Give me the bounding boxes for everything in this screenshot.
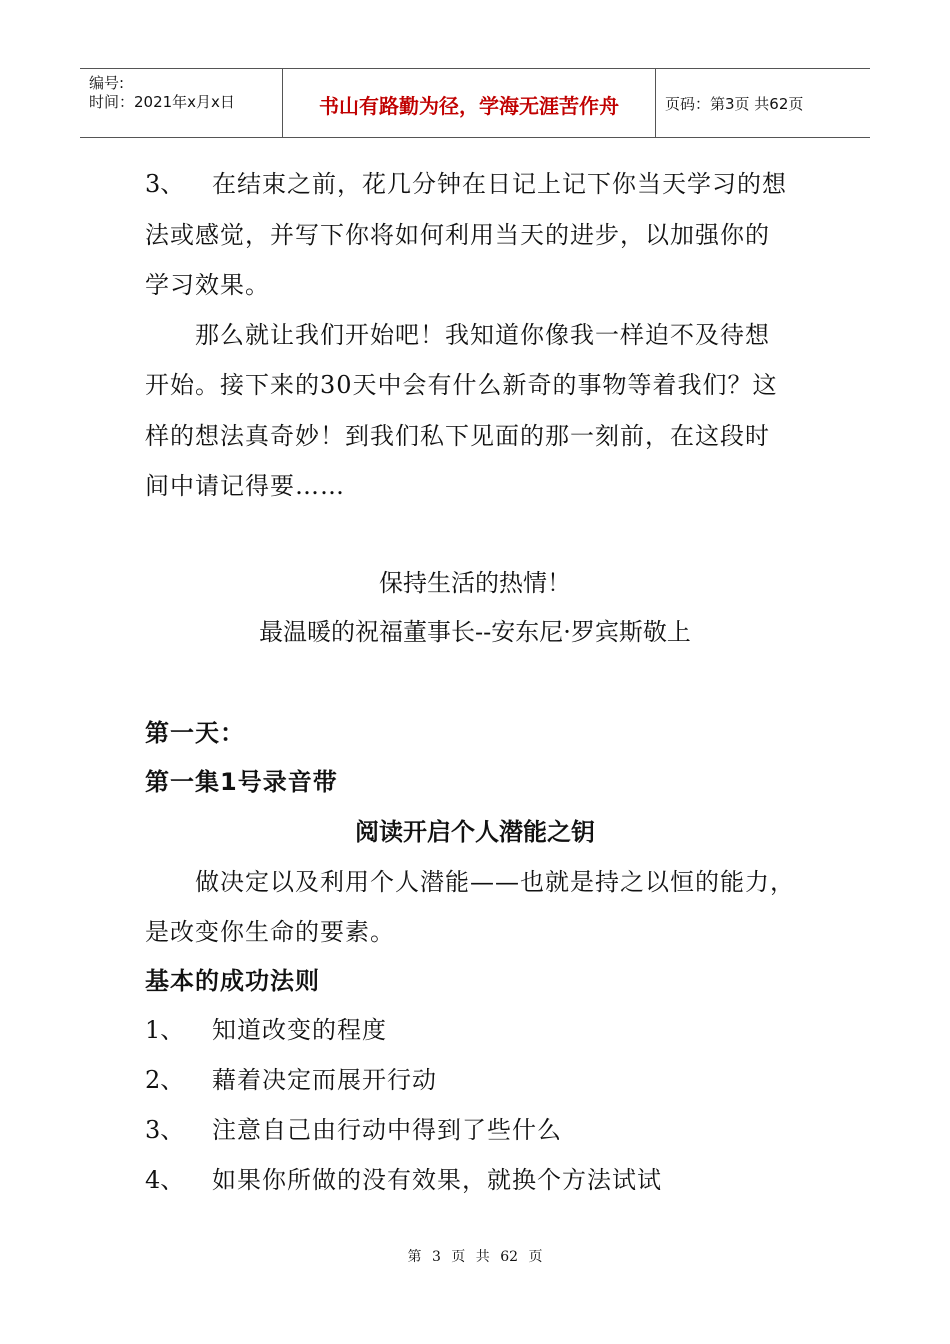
intro-line1: 做决定以及利用个人潜能——也就是持之以恒的能力， <box>195 868 795 896</box>
rule-text: 注意自己由行动中得到了些什么 <box>212 1116 562 1144</box>
rule-number: 3、 <box>145 1116 185 1144</box>
item3-number: 3、 <box>145 170 185 198</box>
rule-text: 藉着决定而展开行动 <box>212 1066 437 1094</box>
rules-heading: 基本的成功法则 <box>145 967 320 995</box>
closing-line1: 保持生活的热情！ <box>379 569 571 597</box>
intro-line2: 是改变你生命的要素。 <box>145 918 395 946</box>
header-page-cell <box>655 69 870 137</box>
chapter-title: 阅读开启个人潜能之钥 <box>355 818 595 846</box>
header-page-info: 页码：第3页 共62页 <box>665 95 804 113</box>
header-meta-cell <box>80 69 282 137</box>
document-number-label: 编号: <box>89 74 125 92</box>
item3-line3: 学习效果。 <box>145 271 270 299</box>
rule-text: 如果你所做的没有效果，就换个方法试试 <box>212 1166 662 1194</box>
closing-line2: 最温暖的祝福董事长--安东尼·罗宾斯敬上 <box>259 618 691 646</box>
page-header <box>80 68 870 138</box>
paragraph-line4: 间中请记得要…… <box>145 472 345 500</box>
paragraph-line3: 样的想法真奇妙！到我们私下见面的那一刻前，在这段时 <box>145 422 770 450</box>
rule-number: 1、 <box>145 1016 185 1044</box>
header-motto: 书山有路勤为径，学海无涯苦作舟 <box>319 94 619 118</box>
document-date: 时间：2021年x月x日 <box>89 93 235 111</box>
rule-number: 4、 <box>145 1166 185 1194</box>
page-footer: 第 3 页 共 62 页 <box>407 1249 543 1265</box>
paragraph-line1: 那么就让我们开始吧！我知道你像我一样迫不及待想 <box>195 321 770 349</box>
item3-line1: 在结束之前，花几分钟在日记上记下你当天学习的想 <box>212 170 787 198</box>
rule-text: 知道改变的程度 <box>212 1016 387 1044</box>
rule-number: 2、 <box>145 1066 185 1094</box>
episode-heading: 第一集1号录音带 <box>145 768 338 796</box>
header-motto-cell <box>282 69 656 137</box>
day1-heading: 第一天： <box>145 719 245 747</box>
item3-line2: 法或感觉，并写下你将如何利用当天的进步，以加强你的 <box>145 221 770 249</box>
paragraph-line2: 开始。接下来的30天中会有什么新奇的事物等着我们？这 <box>145 371 778 399</box>
